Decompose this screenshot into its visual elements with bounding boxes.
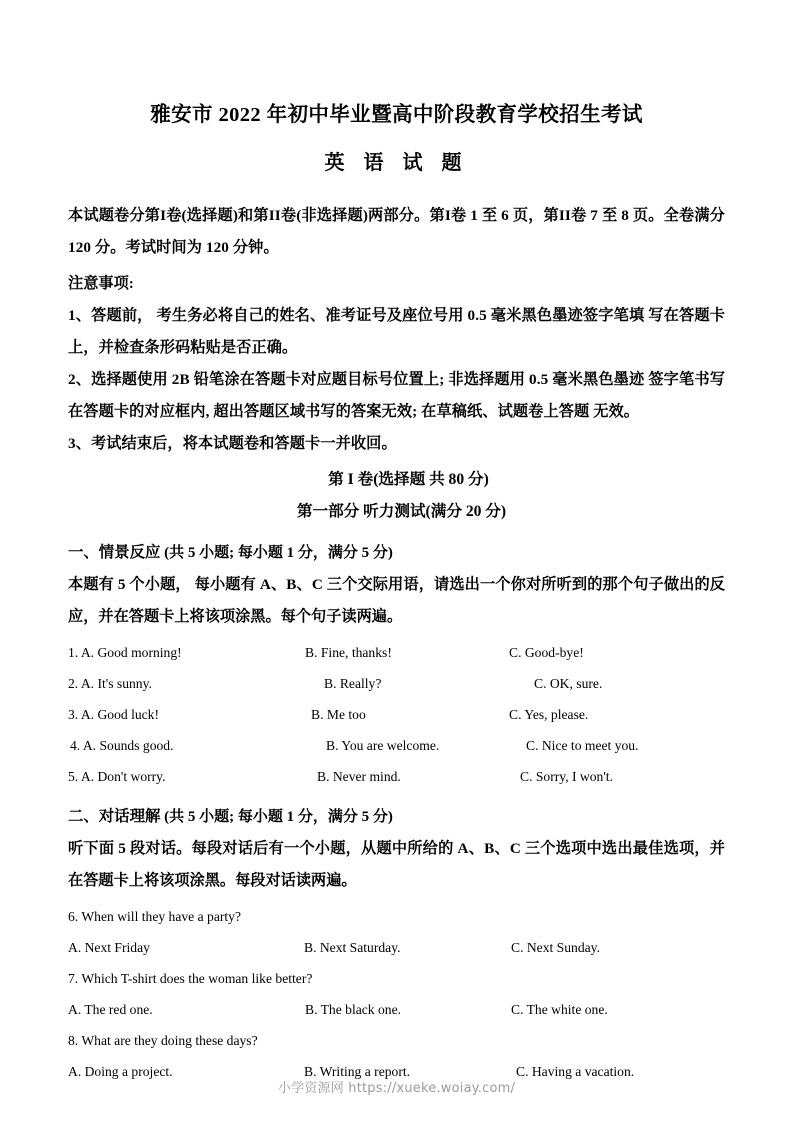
page-subtitle: 英 语 试 题 [324,151,469,174]
question-7-stem: 7. Which T-shirt does the woman like better? [68,970,313,986]
item-2-option-c[interactable]: C. OK, sure. [534,675,603,691]
list-item [68,730,725,761]
intro-paragraph: 本试题卷分第I卷(选择题)和第II卷(非选择题)两部分。第I卷 1 至 6 页，第II卷 7 至 8 页。全卷满分 120 分。考试时间为 120 分钟。 [68,206,725,256]
question-7-option-b[interactable]: B. The black one. [305,1001,402,1017]
option-label: A. Good morning! [80,644,182,660]
note-item-1: 1、答题前， 考生务必将自己的姓名、准考证号及座位号用 0.5 毫米黑色墨迹签字笔填 写在答题卡上，并检查条形码粘贴是否正确。 [68,306,725,356]
item-1-option-b[interactable]: B. Fine, thanks! [305,644,392,660]
question-8-option-b[interactable]: B. Writing a report. [304,1063,411,1079]
item-4-option-a[interactable] [70,730,174,761]
part-heading: 第一部分 听力测试(满分 20 分) [296,502,507,520]
item-2-number: 2. [68,675,79,691]
option-label: A. It's sunny. [80,675,152,691]
page-title: 雅安市 2022 年初中毕业暨高中阶段教育学校招生考试 [150,104,643,126]
section-heading-1-score: (共 5 小题; 每小题 1 分，满分 5 分) [160,544,393,561]
question-7-options [68,994,725,1025]
section-2-instructions: 听下面 5 段对话。每段对话后有一个小题，从题中所给的 A、B、C 三个选项中选出最佳选项，并在答题卡上将该项涂黑。每段对话读两遍。 [68,839,725,889]
note-item-2: 2、选择题使用 2B 铅笔涂在答题卡对应题目标号位置上; 非选择题用 0.5 毫米黑色墨迹 签字笔书写在答题卡的对应框内, 超出答题区域书写的答案无效; 在草稿纸、试题卷上答题 无效。 [68,370,725,420]
item-4-option-c[interactable]: C. Nice to meet you. [526,737,639,753]
item-5-option-b[interactable]: B. Never mind. [317,768,401,784]
item-1-option-c[interactable]: C. Good-bye! [509,644,584,660]
section-1-items [68,633,725,792]
question-6-option-c[interactable]: C. Next Sunday. [511,939,600,955]
question-8-option-a[interactable]: A. Doing a project. [68,1063,173,1079]
question-6-stem: 6. When will they have a party? [68,908,242,924]
section-heading-2-score: (共 5 小题; 每小题 1 分，满分 5 分) [160,808,393,825]
list-item [68,761,725,792]
section-2-questions [68,897,725,1087]
volume-heading: 第 I 卷(选择题 共 80 分) [328,470,489,488]
option-label: A. Don't worry. [80,768,166,784]
item-2-option-a[interactable] [68,668,152,699]
item-3-option-a[interactable] [68,699,159,730]
item-3-option-b[interactable]: B. Me too [311,706,366,722]
question-6-options [68,932,725,963]
question-7-option-a[interactable]: A. The red one. [68,1001,153,1017]
list-item [68,668,725,699]
item-3-option-c[interactable]: C. Yes, please. [509,706,589,722]
section-heading-2 [68,792,725,833]
section-heading-1-main: 一、情景反应 [68,543,161,561]
footer-watermark: 小学资源网 https://xueke.woiay.com/ [277,1081,516,1096]
item-2-option-b[interactable]: B. Really? [324,675,382,691]
item-5-option-a[interactable] [68,761,166,792]
question-8-stem: 8. What are they doing these days? [68,1032,258,1048]
section-1-instructions: 本题有 5 个小题， 每小题有 A、B、C 三个交际用语，请选出一个你对所听到的那个句子做出的反应，并在答题卡上将该项涂黑。每个句子读两遍。 [68,575,725,625]
question-6-option-b[interactable]: B. Next Saturday. [304,939,401,955]
item-4-option-b[interactable]: B. You are welcome. [326,737,440,753]
list-item [68,637,725,668]
option-label: A. Good luck! [80,706,160,722]
list-item [68,699,725,730]
item-1-number: 1. [68,644,79,660]
item-5-number: 5. [68,768,79,784]
section-heading-2-main: 二、对话理解 [68,807,161,825]
notes-label: 注意事项: [68,274,134,292]
question-8-option-c[interactable]: C. Having a vacation. [516,1063,635,1079]
item-1-option-a[interactable] [68,637,182,668]
note-item-3: 3、考试结束后，将本试题卷和答题卡一并收回。 [68,434,397,452]
section-heading-1 [68,528,725,569]
item-5-option-c[interactable]: C. Sorry, I won't. [520,768,613,784]
question-6-option-a[interactable]: A. Next Friday [68,939,150,955]
option-label: A. Sounds good. [82,737,174,753]
item-3-number: 3. [68,706,79,722]
question-7-option-c[interactable]: C. The white one. [511,1001,608,1017]
item-4-number: 4. [70,737,81,753]
